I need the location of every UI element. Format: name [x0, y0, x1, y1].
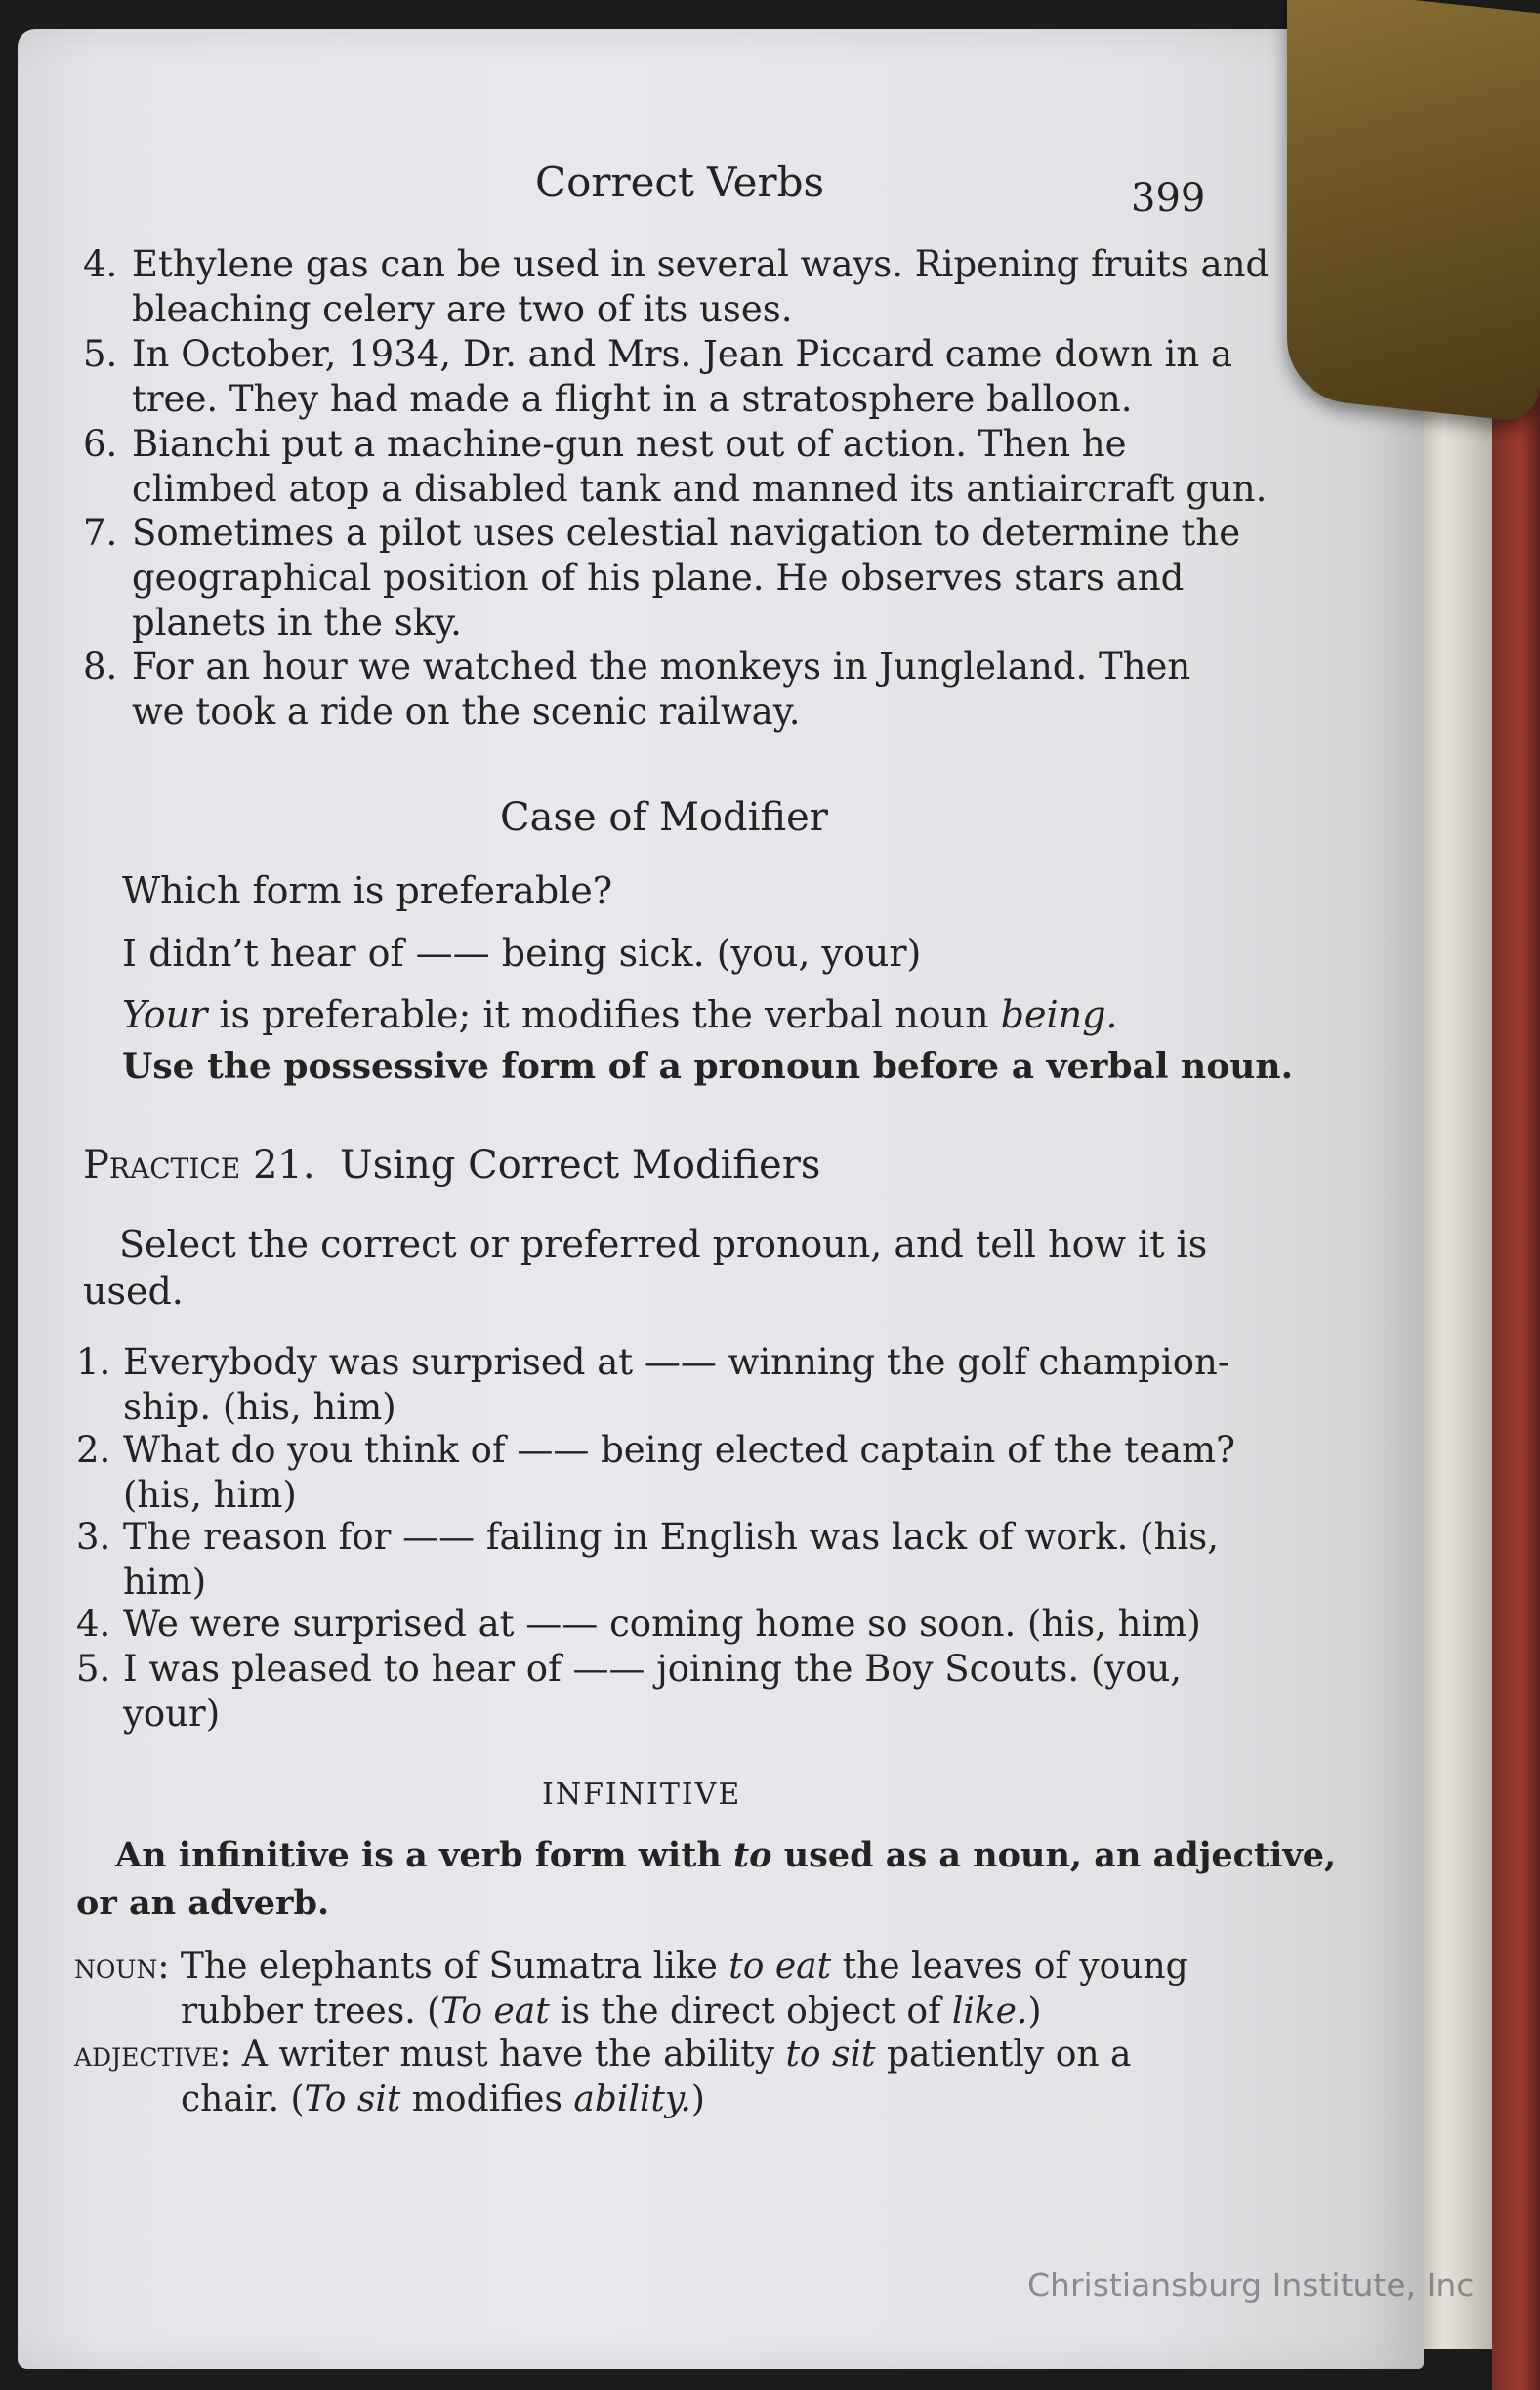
page-title: Correct Verbs: [535, 158, 825, 206]
list-item: 3. The reason for —— failing in English was lack of work. (his, him): [76, 1516, 1219, 1603]
adjective-example: adjective: A writer must have the ability to sit patiently on a: [74, 2034, 1132, 2075]
list-item: 4. Ethylene gas can be used in several ways. Ripening fruits and bleaching celery are two of its uses.: [83, 243, 1269, 330]
page-edges: [1424, 400, 1492, 2349]
list-item: 1. Everybody was surprised at —— winning the golf champion- ship. (his, him): [76, 1341, 1230, 1428]
practice-heading: Practice 21. Using Correct Modifiers: [83, 1143, 821, 1188]
list-item: 4. We were surprised at —— coming home so soon. (his, him): [76, 1603, 1201, 1645]
example-text: I didn’t hear of —— being sick. (you, your): [122, 932, 922, 975]
watermark-text: Christiansburg Institute, Inc: [1027, 2266, 1475, 2304]
instruction-text: Select the correct or preferred pronoun, and tell how it is: [119, 1223, 1208, 1266]
list-item: 8. For an hour we watched the monkeys in Jungleland. Then we took a ride on the scenic railway.: [83, 646, 1191, 733]
rule-text: Use the possessive form of a pronoun before a verbal noun.: [122, 1046, 1294, 1087]
list-item: 5. I was pleased to hear of —— joining the Boy Scouts. (you, your): [76, 1648, 1183, 1735]
noun-example-cont: rubber trees. (To eat is the direct object of like.): [181, 1992, 1042, 2032]
section-heading: Case of Modifier: [500, 795, 828, 840]
adjective-example-cont: chair. (To sit modifies ability.): [181, 2079, 705, 2119]
answer-text: Your is preferable; it modifies the verbal noun being.: [122, 993, 1118, 1036]
instruction-text-cont: used.: [83, 1270, 184, 1313]
question-text: Which form is preferable?: [122, 869, 613, 912]
infinitive-heading: INFINITIVE: [542, 1778, 742, 1812]
noun-example: noun: The elephants of Sumatra like to eat the leaves of young: [74, 1947, 1188, 1987]
definition-text: An infinitive is a verb form with to used as a noun, an adjective,: [115, 1835, 1337, 1875]
book-cover-edge: [1492, 293, 1540, 2390]
list-item: 5. In October, 1934, Dr. and Mrs. Jean Piccard came down in a tree. They had made a flight in a stratosphere balloon.: [83, 333, 1233, 420]
bookmark-clip: [1287, 0, 1540, 424]
list-item: 7. Sometimes a pilot uses celestial navigation to determine the geographical position of his plane. He observes stars and planets in the sky.: [83, 512, 1241, 644]
page-number: 399: [1131, 176, 1206, 221]
list-item: 6. Bianchi put a machine-gun nest out of action. Then he climbed atop a disabled tank and manned its antiaircraft gun.: [83, 423, 1268, 510]
list-item: 2. What do you think of —— being elected captain of the team? (his, him): [76, 1429, 1235, 1516]
definition-text-cont: or an adverb.: [76, 1883, 330, 1923]
